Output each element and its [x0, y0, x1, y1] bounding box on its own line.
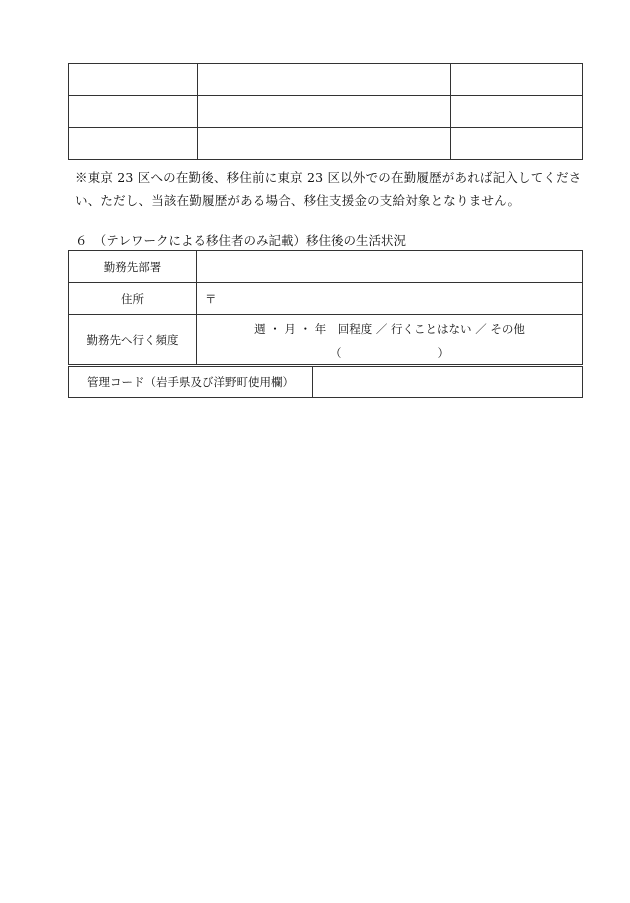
section-6-title: ６ （テレワークによる移住者のみ記載）移住後の生活状況: [75, 233, 407, 248]
frequency-options[interactable]: 週 ・ 月 ・ 年 回程度 ／ 行くことはない ／ その他: [254, 321, 525, 336]
table-row: [69, 367, 583, 398]
address-label: 住所: [69, 283, 197, 315]
management-code-field[interactable]: [313, 367, 583, 398]
table-row: [69, 128, 583, 160]
history-cell[interactable]: [69, 64, 198, 96]
management-code-table: [68, 366, 583, 398]
table-row: [69, 96, 583, 128]
workplace-field[interactable]: [197, 251, 583, 283]
work-history-table: [68, 63, 583, 160]
frequency-label: 勤務先へ行く頻度: [69, 315, 197, 365]
history-cell[interactable]: [69, 128, 198, 160]
post-move-life-table: [68, 250, 583, 365]
workplace-label: 勤務先部署: [69, 251, 197, 283]
table-row: [69, 251, 583, 283]
history-cell[interactable]: [451, 128, 583, 160]
frequency-other-parentheses[interactable]: [197, 345, 582, 361]
history-cell[interactable]: [69, 96, 198, 128]
table-row: [69, 64, 583, 96]
history-cell[interactable]: [198, 96, 451, 128]
postal-mark-icon: 〒: [205, 291, 217, 306]
history-cell[interactable]: [451, 96, 583, 128]
paren-close: ）: [437, 345, 449, 360]
table-row: [69, 283, 583, 315]
history-cell[interactable]: [198, 64, 451, 96]
frequency-field[interactable]: [197, 315, 583, 365]
table-row: [69, 315, 583, 365]
paren-open: （: [330, 345, 342, 360]
history-cell[interactable]: [198, 128, 451, 160]
address-field[interactable]: [197, 283, 583, 315]
history-cell[interactable]: [451, 64, 583, 96]
management-code-label: 管理コード（岩手県及び洋野町使用欄）: [69, 367, 313, 398]
history-note: ※東京 23 区への在勤後、移住前に東京 23 区以外での在勤履歴があれば記入してください、ただし、当該在勤履歴がある場合、移住支援金の支給対象となりません。: [75, 170, 582, 208]
